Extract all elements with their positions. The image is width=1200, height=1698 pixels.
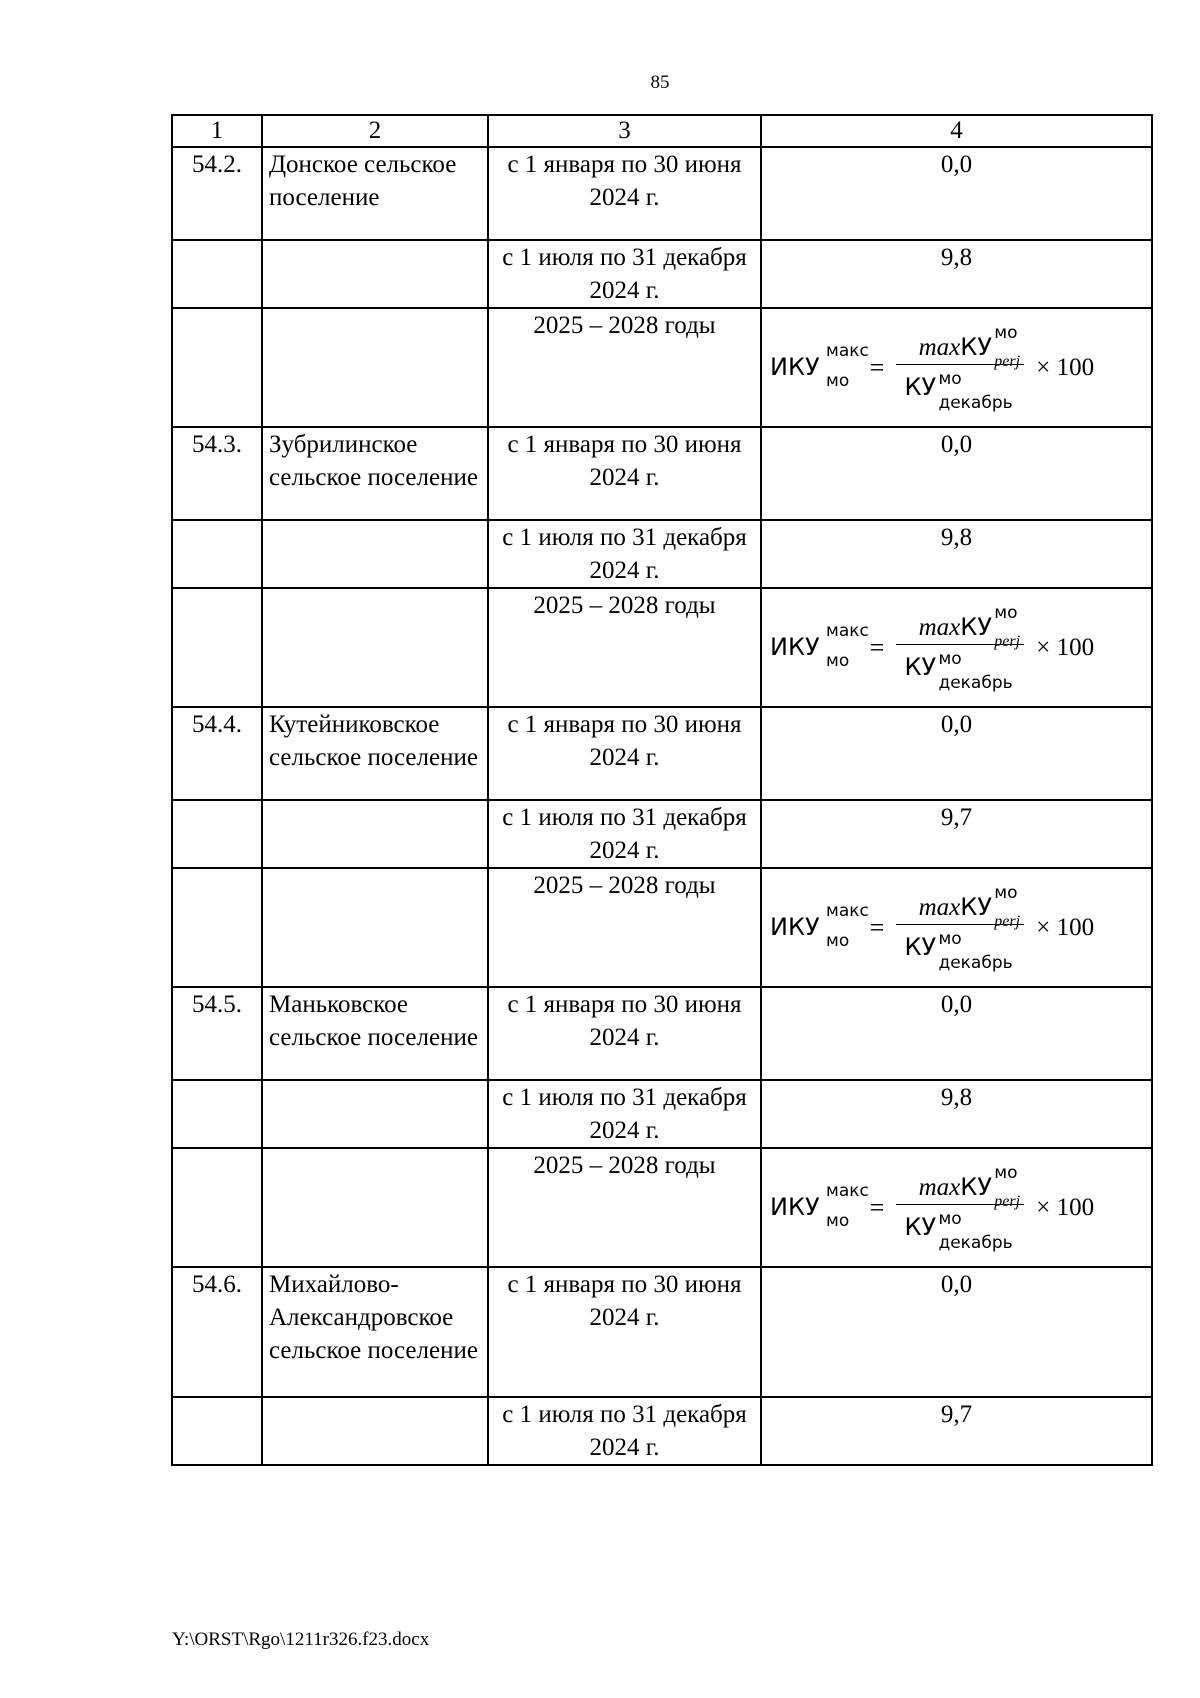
table-row — [172, 1397, 1152, 1465]
formula-multiplier: × 100 — [1036, 913, 1095, 941]
settlement-name — [262, 588, 488, 707]
table-row — [172, 240, 1152, 308]
formula-numerator — [918, 596, 1021, 650]
formula-denominator — [904, 645, 1016, 699]
table-row — [172, 147, 1152, 240]
row-number — [172, 1080, 262, 1148]
formula-num-sub: perj — [994, 1192, 1021, 1210]
formula-lhs-base: ИКУ — [770, 912, 820, 941]
period-cell: с 1 января по 30 июня 2024 г. — [488, 427, 761, 520]
formula-lhs — [770, 1180, 869, 1231]
formula-num-sub: perj — [994, 912, 1021, 930]
settlement-name — [262, 868, 488, 987]
period-cell: с 1 июля по 31 декабря 2024 г. — [488, 1080, 761, 1148]
formula-cell — [761, 1148, 1152, 1267]
settlement-name: Маньковское сельское поселение — [262, 987, 488, 1080]
formula-den-ku — [904, 648, 1016, 693]
formula-lhs-base: ИКУ — [770, 1192, 820, 1221]
formula-expression — [768, 591, 1145, 703]
row-number: 54.4. — [172, 707, 262, 800]
table-row — [172, 1267, 1152, 1397]
header-cell: 1 — [172, 115, 262, 147]
formula-den-ku-base: КУ — [904, 932, 937, 961]
formula-den-ku-base: КУ — [904, 372, 937, 401]
table-row — [172, 308, 1152, 427]
formula — [768, 591, 1145, 703]
formula-denominator — [904, 925, 1016, 979]
row-number — [172, 240, 262, 308]
row-number — [172, 800, 262, 868]
formula-num-sup: мо — [994, 882, 1018, 903]
formula-lhs-sub: мо — [826, 370, 850, 391]
formula-num-sub: perj — [994, 352, 1021, 370]
formula-num-ku — [960, 1162, 1021, 1210]
formula-num-sup: мо — [994, 1162, 1018, 1183]
formula-den-ku — [904, 368, 1016, 413]
file-path-footer: Y:\ORST\Rgo\1211r326.f23.docx — [172, 1629, 430, 1650]
formula-cell — [761, 588, 1152, 707]
formula-lhs-sub: мо — [826, 930, 850, 951]
formula-num-ku — [960, 602, 1021, 650]
formula-multiplier: × 100 — [1036, 353, 1095, 381]
settlement-name — [262, 800, 488, 868]
formula-num-ku-base: КУ — [960, 1172, 992, 1201]
formula-max: max — [918, 333, 961, 361]
value-cell: 9,7 — [761, 800, 1152, 868]
settlement-name — [262, 520, 488, 588]
formula-expression — [768, 871, 1145, 983]
settlement-name — [262, 308, 488, 427]
formula-den-sub: декабрь — [938, 392, 1013, 413]
page-number: 85 — [650, 72, 670, 93]
value-cell: 9,8 — [761, 240, 1152, 308]
formula-den-sup: мо — [938, 928, 962, 949]
settlement-name — [262, 1080, 488, 1148]
period-cell: с 1 января по 30 июня 2024 г. — [488, 987, 761, 1080]
formula-denominator — [904, 365, 1016, 419]
formula-max: max — [918, 613, 961, 641]
settlement-name: Донское сельское поселение — [262, 147, 488, 240]
value-cell: 0,0 — [761, 1267, 1152, 1397]
formula-num-ku — [960, 322, 1021, 370]
formula-num-sup: мо — [994, 322, 1018, 343]
table-row — [172, 707, 1152, 800]
formula-num-sup: мо — [994, 602, 1018, 623]
table-row — [172, 520, 1152, 588]
formula-fraction — [896, 596, 1024, 699]
row-number: 54.2. — [172, 147, 262, 240]
formula-multiplier: × 100 — [1036, 1193, 1095, 1221]
document-table — [171, 114, 1153, 1466]
formula-den-ku — [904, 1208, 1016, 1253]
formula-equals: = — [869, 912, 885, 942]
formula-lhs-sub: мо — [826, 650, 850, 671]
formula-lhs-sub: мо — [826, 1210, 850, 1231]
formula-cell — [761, 308, 1152, 427]
period-cell: с 1 июля по 31 декабря 2024 г. — [488, 520, 761, 588]
table-row — [172, 1080, 1152, 1148]
formula-fraction — [896, 1156, 1024, 1259]
table-header-row — [172, 115, 1152, 147]
period-cell: с 1 июля по 31 декабря 2024 г. — [488, 1397, 761, 1465]
value-cell: 9,8 — [761, 520, 1152, 588]
formula-lhs — [770, 900, 869, 951]
period-cell: 2025 – 2028 годы — [488, 588, 761, 707]
value-cell: 9,7 — [761, 1397, 1152, 1465]
period-cell: с 1 января по 30 июня 2024 г. — [488, 707, 761, 800]
formula-fraction — [896, 316, 1024, 419]
table-row — [172, 588, 1152, 707]
formula-lhs — [770, 620, 869, 671]
settlement-name: Кутейниковское сельское поселение — [262, 707, 488, 800]
row-number — [172, 588, 262, 707]
formula-lhs-sup: макс — [826, 620, 869, 641]
row-number: 54.6. — [172, 1267, 262, 1397]
formula-den-ku-base: КУ — [904, 1212, 937, 1241]
period-cell: 2025 – 2028 годы — [488, 868, 761, 987]
value-cell: 0,0 — [761, 987, 1152, 1080]
formula-lhs-sup: макс — [826, 340, 869, 361]
formula-den-sub: декабрь — [938, 1232, 1013, 1253]
formula-fraction — [896, 876, 1024, 979]
settlement-name — [262, 1148, 488, 1267]
value-cell: 0,0 — [761, 147, 1152, 240]
value-cell: 0,0 — [761, 427, 1152, 520]
row-number — [172, 868, 262, 987]
formula-den-ku-base: КУ — [904, 652, 937, 681]
period-cell: с 1 июля по 31 декабря 2024 г. — [488, 240, 761, 308]
table-row — [172, 1148, 1152, 1267]
formula — [768, 311, 1145, 423]
formula — [768, 1151, 1145, 1263]
formula-numerator — [918, 876, 1021, 930]
formula-den-sub: декабрь — [938, 672, 1013, 693]
formula-max: max — [918, 1173, 961, 1201]
value-cell: 0,0 — [761, 707, 1152, 800]
formula-max: max — [918, 893, 961, 921]
period-cell: с 1 января по 30 июня 2024 г. — [488, 147, 761, 240]
row-number — [172, 520, 262, 588]
row-number — [172, 308, 262, 427]
settlement-name: Михайлово-Александровское сельское поселение — [262, 1267, 488, 1397]
table-row — [172, 800, 1152, 868]
table-row — [172, 868, 1152, 987]
formula-lhs-base: ИКУ — [770, 632, 820, 661]
period-cell: с 1 июля по 31 декабря 2024 г. — [488, 800, 761, 868]
formula-denominator — [904, 1205, 1016, 1259]
row-number — [172, 1397, 262, 1465]
formula-expression — [768, 311, 1145, 423]
formula-num-ku-base: КУ — [960, 612, 992, 641]
table-row — [172, 987, 1152, 1080]
formula-multiplier: × 100 — [1036, 633, 1095, 661]
settlement-name: Зубрилинское сельское поселение — [262, 427, 488, 520]
settlement-name — [262, 240, 488, 308]
formula-den-ku — [904, 928, 1016, 973]
header-cell: 2 — [262, 115, 488, 147]
formula-num-ku-base: КУ — [960, 892, 992, 921]
formula-equals: = — [869, 632, 885, 662]
formula-lhs-sup: макс — [826, 900, 869, 921]
formula-lhs-base: ИКУ — [770, 352, 820, 381]
period-cell: с 1 января по 30 июня 2024 г. — [488, 1267, 761, 1397]
row-number: 54.3. — [172, 427, 262, 520]
settlement-name — [262, 1397, 488, 1465]
formula-den-sup: мо — [938, 368, 962, 389]
header-cell: 4 — [761, 115, 1152, 147]
formula-numerator — [918, 1156, 1021, 1210]
formula-lhs-sup: макс — [826, 1180, 869, 1201]
row-number: 54.5. — [172, 987, 262, 1080]
value-cell: 9,8 — [761, 1080, 1152, 1148]
header-cell: 3 — [488, 115, 761, 147]
formula-num-sub: perj — [994, 632, 1021, 650]
formula-den-sub: декабрь — [938, 952, 1013, 973]
formula-cell — [761, 868, 1152, 987]
period-cell: 2025 – 2028 годы — [488, 1148, 761, 1267]
formula-lhs — [770, 340, 869, 391]
formula-num-ku-base: КУ — [960, 332, 992, 361]
formula-expression — [768, 1151, 1145, 1263]
formula-num-ku — [960, 882, 1021, 930]
table-row — [172, 427, 1152, 520]
formula-den-sup: мо — [938, 648, 962, 669]
formula-equals: = — [869, 1192, 885, 1222]
formula — [768, 871, 1145, 983]
formula-equals: = — [869, 352, 885, 382]
row-number — [172, 1148, 262, 1267]
period-cell: 2025 – 2028 годы — [488, 308, 761, 427]
formula-den-sup: мо — [938, 1208, 962, 1229]
formula-numerator — [918, 316, 1021, 370]
